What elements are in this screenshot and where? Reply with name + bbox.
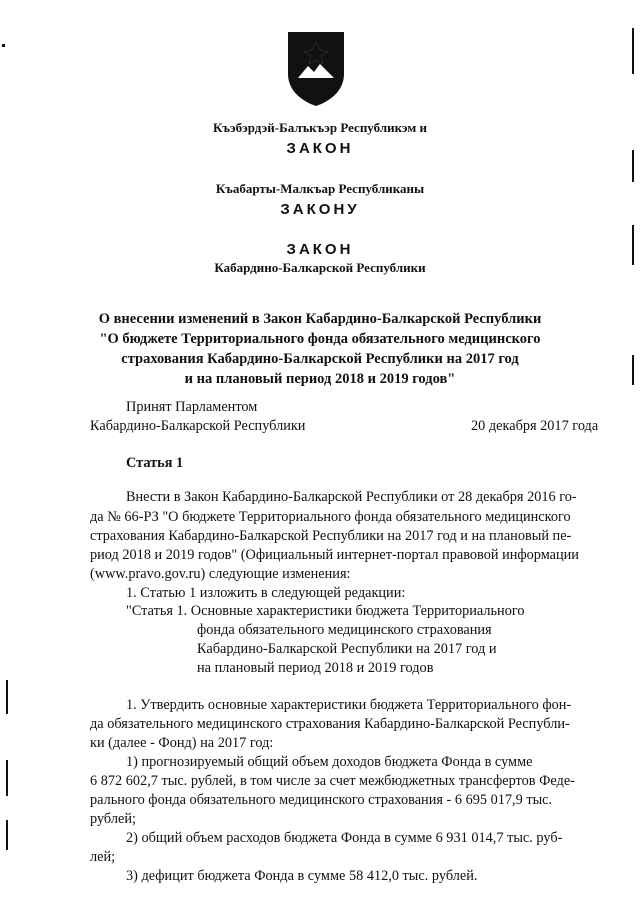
body-line: риод 2018 и 2019 годов" (Официальный интернет-портал правовой информации: [90, 547, 579, 563]
law-title-line: страхования Кабардино-Балкарской Республики на 2017 год: [121, 351, 519, 367]
coat-of-arms-emblem: [284, 28, 348, 108]
body-line: фонда обязательного медицинского страхования: [197, 622, 492, 638]
article-heading: Статья 1: [126, 455, 184, 471]
scan-edge-mark: [2, 44, 5, 47]
scan-edge-mark: [6, 680, 8, 714]
russian-zakon: ЗАКОН: [286, 241, 354, 258]
body-line: 1. Статью 1 изложить в следующей редакции:: [126, 585, 406, 601]
body-line: лей;: [90, 849, 116, 865]
body-line: страхования Кабардино-Балкарской Республики на 2017 год и на плановый пе-: [90, 528, 572, 544]
body-line: да обязательного медицинского страхования Кабардино-Балкарской Республи-: [90, 716, 570, 732]
body-line: 2) общий объем расходов бюджета Фонда в сумме 6 931 014,7 тыс. руб-: [126, 830, 563, 846]
kabardian-zakon: ЗАКОН: [286, 140, 354, 157]
body-line: (www.pravo.gov.ru) следующие изменения:: [90, 566, 351, 582]
body-line: 1) прогнозируемый общий объем доходов бюджета Фонда в сумме: [126, 754, 533, 770]
russian-line: Кабардино-Балкарской Республики: [214, 260, 426, 275]
body-line: 3) дефицит бюджета Фонда в сумме 58 412,0 тыс. рублей.: [126, 868, 478, 884]
kabardian-line: Къэбэрдэй-Балъкъэр Республикэм и: [212, 120, 428, 135]
scan-edge-mark: [632, 28, 634, 74]
body-line: рублей;: [90, 811, 136, 827]
body-line: 1. Утвердить основные характеристики бюджета Территориального фон-: [126, 697, 572, 713]
balkar-line: Къабарты-Малкъар Республиканы: [215, 181, 425, 196]
adopted-by-republic: Кабардино-Балкарской Республики: [90, 418, 306, 434]
body-line: на плановый период 2018 и 2019 годов: [197, 660, 434, 676]
body-line: рального фонда обязательного медицинского страхования - 6 695 017,9 тыс.: [90, 792, 553, 808]
balkar-zakon: ЗАКОНУ: [280, 201, 360, 218]
scan-edge-mark: [6, 820, 8, 850]
body-line: Внести в Закон Кабардино-Балкарской Республики от 28 декабря 2016 го-: [126, 489, 577, 505]
law-title-line: "О бюджете Территориального фонда обязательного медицинского: [99, 331, 541, 347]
body-line: да № 66-РЗ "О бюджете Территориального фонда обязательного медицинского: [90, 509, 571, 525]
body-line: 6 872 602,7 тыс. рублей, в том числе за счет межбюджетных трансфертов Феде-: [90, 773, 575, 789]
body-line: "Статья 1. Основные характеристики бюджета Территориального: [126, 603, 525, 619]
adoption-date: 20 декабря 2017 года: [471, 418, 599, 434]
adopted-by: Принят Парламентом: [126, 399, 258, 415]
body-line: ки (далее - Фонд) на 2017 год:: [90, 735, 274, 751]
scan-edge-mark: [6, 760, 8, 796]
law-title-line: и на плановый период 2018 и 2019 годов": [184, 371, 456, 387]
body-line: Кабардино-Балкарской Республики на 2017 год и: [197, 641, 497, 657]
law-title-line: О внесении изменений в Закон Кабардино-Балкарской Республики: [98, 311, 542, 327]
